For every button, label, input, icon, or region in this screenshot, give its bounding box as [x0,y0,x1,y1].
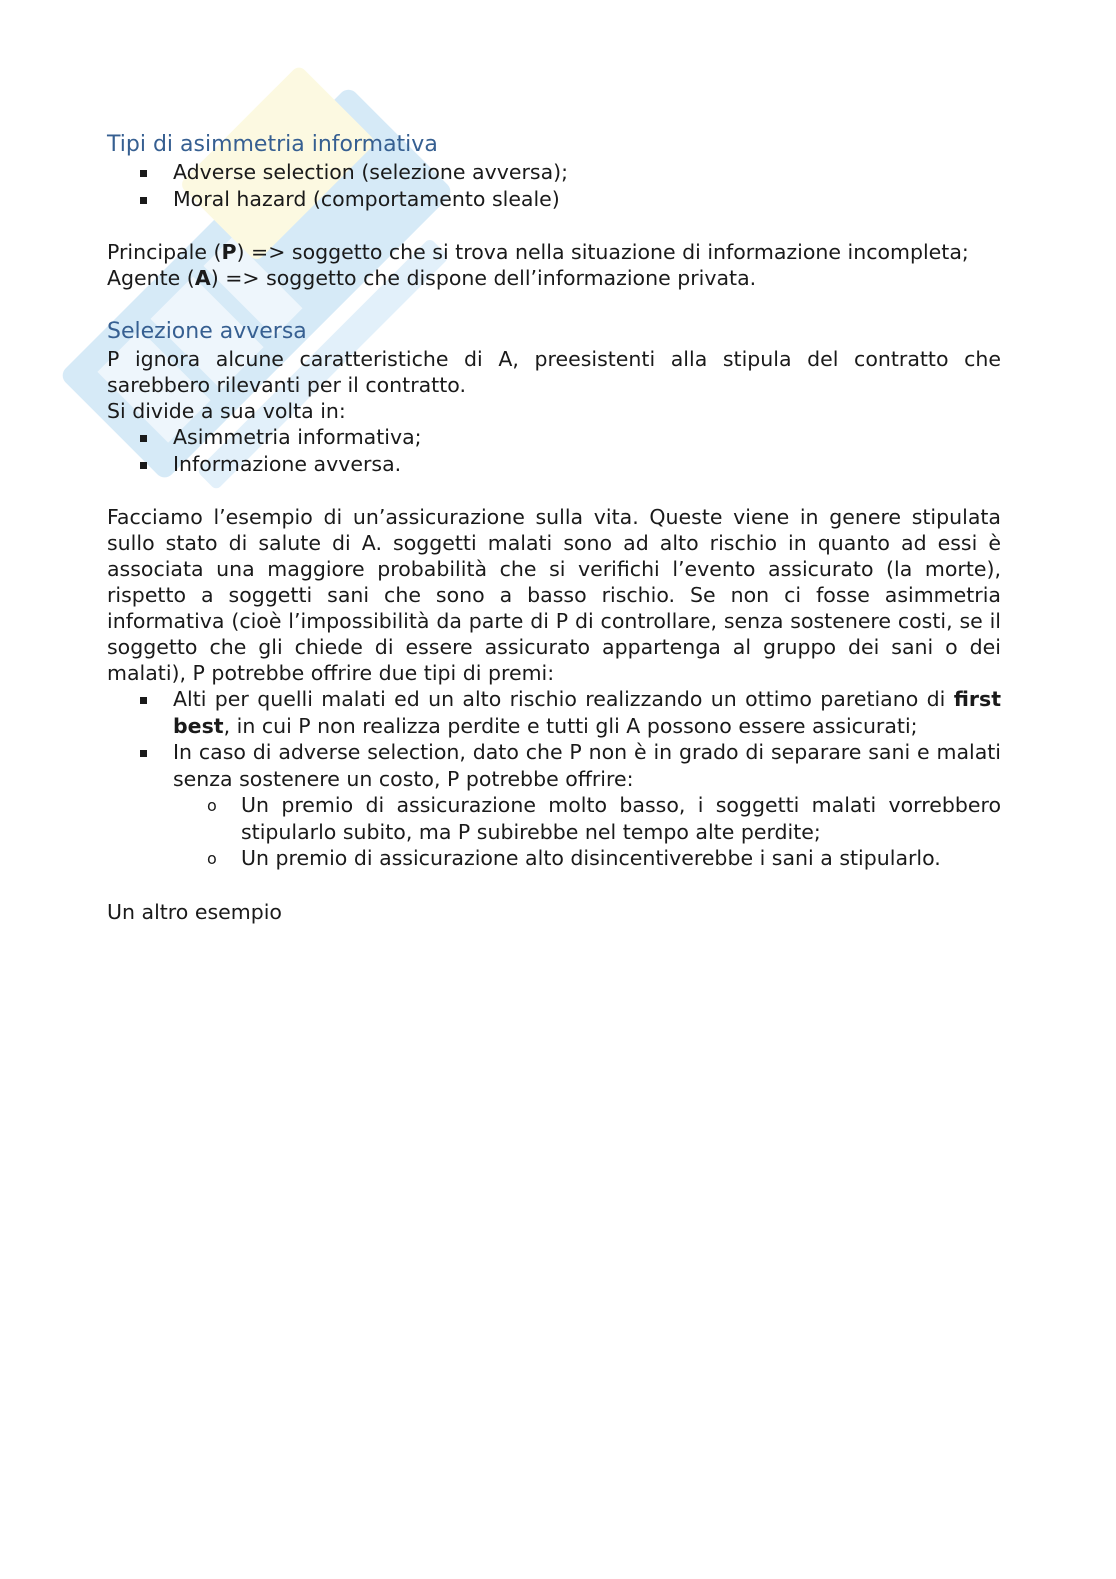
square-bullet-icon [140,697,147,704]
list-item-text: In caso di adverse selection, dato che P non è in grado di separare sani e malati senza sostenere un costo, P potrebbe offrire: [173,740,1001,791]
list-item-text: Asimmetria informativa; [173,425,422,449]
spacer [107,872,1001,899]
square-bullet-icon [140,750,147,757]
list-item [107,186,1001,213]
circle-bullet-icon: o [207,849,217,868]
square-bullet-icon [140,435,147,442]
principal-definition [107,239,1001,265]
agent-text-post: ) => soggetto che dispone dell’informazione privata. [210,266,757,290]
sub-list-item-text: Un premio di assicurazione alto disincentiverebbe i sani a stipularlo. [241,846,941,870]
types-list [107,159,1001,212]
agent-letter: A [194,266,211,290]
list-item-text: Informazione avversa. [173,451,402,476]
list-item [107,424,1001,451]
adverse-subdivision: Si divide a sua volta in: [107,399,346,423]
sub-list-item-text: Un premio di assicurazione molto basso, i soggetti malati vorrebbero stipularlo subito, ma P subirebbe nel tempo alte perdite; [241,793,1001,844]
sub-list [173,792,1001,872]
sub-list-item [173,845,1001,872]
list-item-text: , in cui P non realizza perdite e tutti gli A possono essere assicurati; [223,713,918,738]
document-body [107,131,1001,925]
square-bullet-icon [140,462,147,469]
agent-definition [107,265,1001,291]
circle-bullet-icon: o [207,796,217,815]
sub-list-item [173,792,1001,845]
list-item [107,686,1001,739]
premium-list [107,686,1001,872]
list-item-text: Moral hazard (comportamento sleale) [173,186,560,211]
first-best-term: first best [173,687,1001,738]
spacer [107,477,1001,504]
principal-letter: P [221,240,237,264]
spacer [107,291,1001,318]
principal-text-pre: Principale ( [107,240,222,264]
square-bullet-icon [140,170,147,177]
list-item-text: Alti per quelli malati ed un alto rischio realizzando un ottimo paretiano di [173,687,954,711]
square-bullet-icon [140,197,147,204]
list-item-text: Adverse selection (selezione avversa); [173,160,569,184]
agent-text-pre: Agente ( [107,266,195,290]
list-item [107,159,1001,186]
section-heading-types: Tipi di asimmetria informativa [107,132,438,157]
principal-text-post: ) => soggetto che si trova nella situazione di informazione incompleta; [236,240,969,264]
adverse-paragraph: P ignora alcune caratteristiche di A, preesistenti alla stipula del contratto che sarebbero rilevanti per il contratto. [107,347,1001,397]
closing-line: Un altro esempio [107,899,282,924]
spacer [107,212,1001,239]
list-item [107,739,1001,872]
example-paragraph: Facciamo l’esempio di un’assicurazione sulla vita. Queste viene in genere stipulata sullo stato di salute di A. soggetti malati sono ad alto rischio in quanto ad essi è associata una maggiore probabilità che si verifichi l’evento assicurato (la morte), rispetto a soggetti sani che sono a basso rischio. Se non ci fosse asimmetria informativa (cioè l’impossibilità da parte di P di controllare, senza sostenere costi, se il soggetto che gli chiede di essere assicurato appartenga al gruppo dei sani o dei malati), P potrebbe offrire due tipi di premi: [107,505,1001,685]
section-heading-adverse: Selezione avversa [107,319,307,344]
list-item [107,451,1001,478]
adverse-list [107,424,1001,477]
